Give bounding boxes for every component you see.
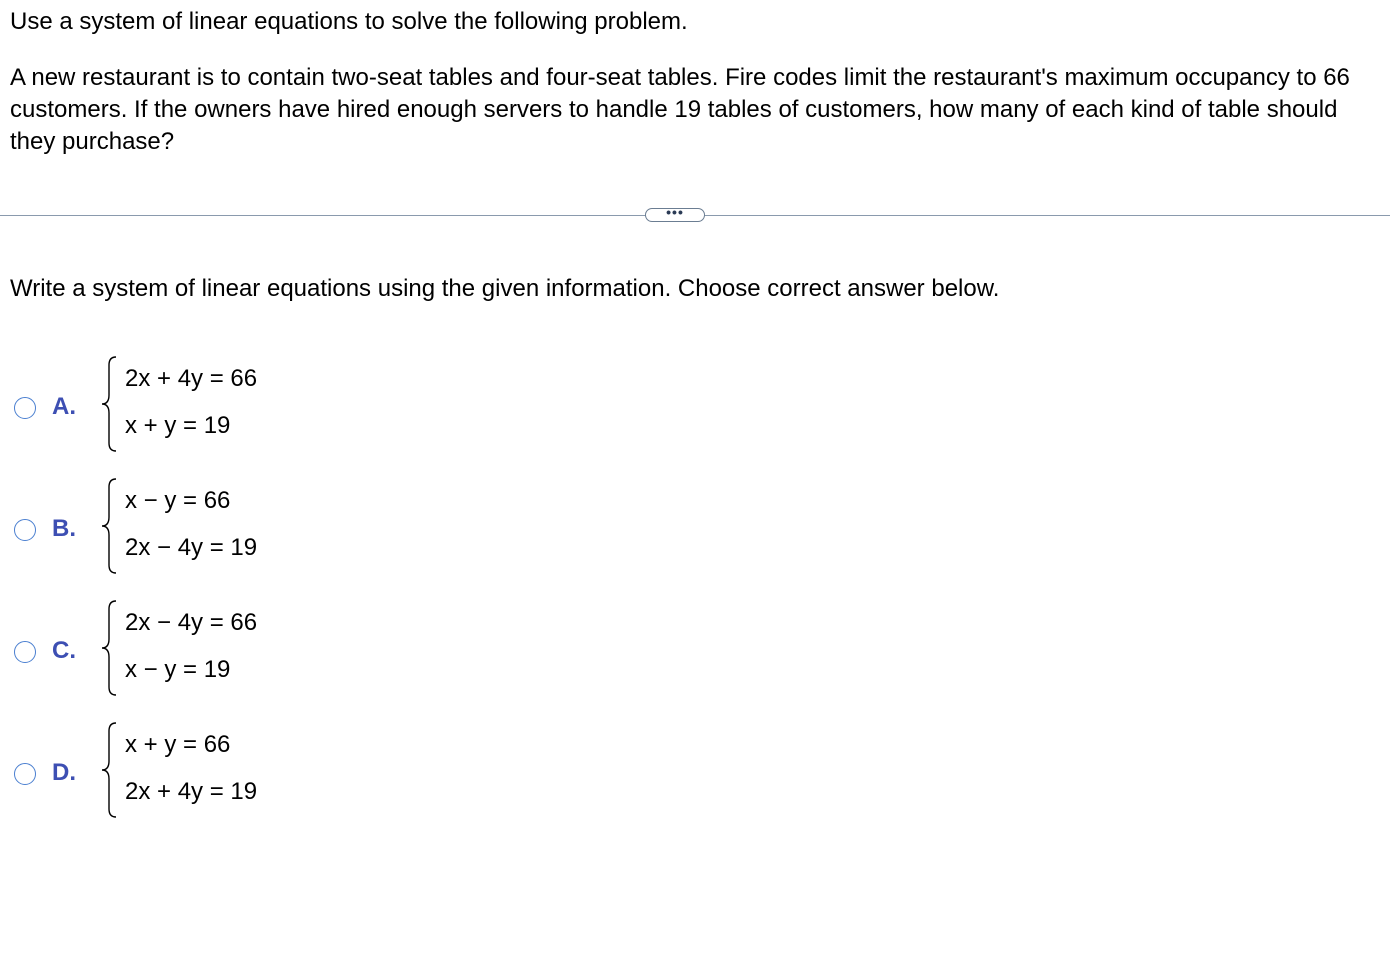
equation-b-2: 2x − 4y = 19: [125, 534, 258, 561]
equation-d-1: x + y = 66: [125, 731, 231, 758]
radio-button-a[interactable]: [14, 397, 36, 419]
radio-button-d[interactable]: [14, 763, 36, 785]
option-letter-d: D.: [52, 759, 76, 786]
ellipsis-icon: •••: [666, 204, 684, 220]
option-letter-b: B.: [52, 515, 76, 542]
option-letter-c: C.: [52, 637, 76, 664]
question-prompt: Write a system of linear equations using the given information. Choose correct answer below.: [10, 275, 1000, 302]
left-brace-icon: [98, 721, 120, 819]
equation-a-2: x + y = 19: [125, 412, 231, 439]
equation-c-2: x − y = 19: [125, 656, 231, 683]
left-brace-icon: [98, 355, 120, 453]
answer-option-a[interactable]: [0, 355, 420, 455]
radio-button-b[interactable]: [14, 519, 36, 541]
answer-option-d[interactable]: [0, 721, 420, 821]
left-brace-icon: [98, 599, 120, 697]
option-letter-a: A.: [52, 393, 76, 420]
left-brace-icon: [98, 477, 120, 575]
problem-text: A new restaurant is to contain two-seat tables and four-seat tables. Fire codes limit the restaurant's maximum occupancy to 66 customers. If the owners have hired enough servers to handle 19 tables of customers, how many of each kind of table should they purchase?: [10, 64, 1350, 155]
radio-button-c[interactable]: [14, 641, 36, 663]
equation-d-2: 2x + 4y = 19: [125, 778, 258, 805]
expand-more-button[interactable]: [645, 204, 705, 222]
answer-option-c[interactable]: [0, 599, 420, 699]
answer-option-b[interactable]: [0, 477, 420, 577]
instruction-text: Use a system of linear equations to solve the following problem.: [10, 8, 688, 35]
equation-b-1: x − y = 66: [125, 487, 231, 514]
equation-c-1: 2x − 4y = 66: [125, 609, 258, 636]
equation-a-1: 2x + 4y = 66: [125, 365, 258, 392]
